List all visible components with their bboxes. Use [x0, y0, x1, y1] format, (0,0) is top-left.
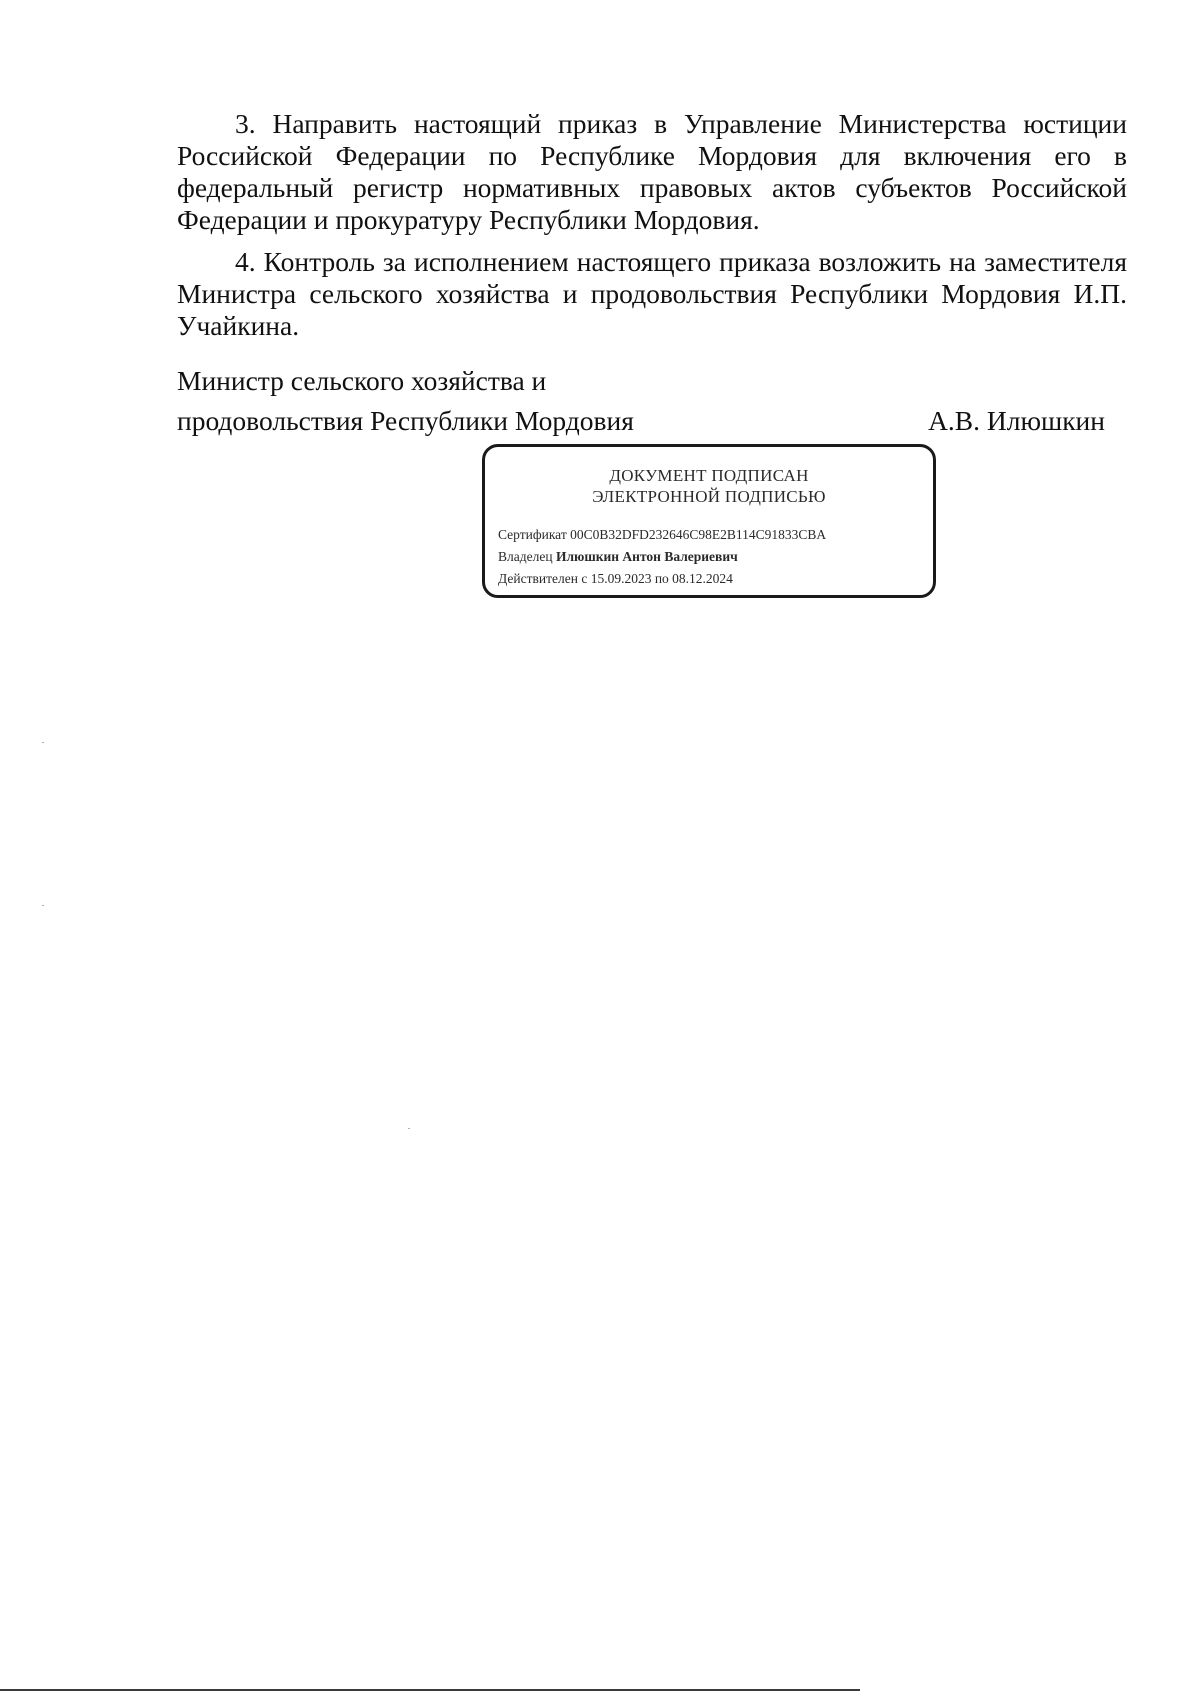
scan-speck — [408, 1128, 410, 1129]
stamp-certificate-value: 00C0B32DFD232646C98E2B114C91833CBA — [570, 527, 827, 542]
stamp-owner-label: Владелец — [498, 549, 553, 564]
stamp-owner-value: Илюшкин Антон Валериевич — [555, 549, 738, 564]
stamp-certificate-label: Сертификат — [498, 527, 567, 542]
paragraph-4-text: 4. Контроль за исполнением настоящего приказа возложить на заместителя Министра сельского хозяйства и продовольствия Республики Мордовия И.П. Учайкина. — [177, 246, 1127, 341]
stamp-validity-to-word: по — [654, 571, 669, 586]
stamp-heading — [485, 465, 933, 507]
paragraph-3-text: 3. Направить настоящий приказ в Управление Министерства юстиции Российской Федерации по Республике Мордовия для включения его в федеральный регистр нормативных правовых актов субъектов Российской Федерации и прокуратуру Республики Мордовия. — [177, 108, 1127, 235]
signer-position-line1: Министр сельского хозяйства и — [177, 365, 547, 396]
stamp-details — [498, 524, 927, 590]
stamp-validity-to: 08.12.2024 — [672, 571, 733, 586]
stamp-validity-from: 15.09.2023 — [590, 571, 652, 586]
stamp-validity-label: Действителен — [498, 571, 578, 586]
scan-speck — [42, 905, 44, 906]
electronic-signature-stamp — [482, 444, 936, 598]
paragraph-4 — [177, 246, 1127, 342]
signature-block — [177, 361, 1127, 441]
stamp-heading-line2: ЭЛЕКТРОННОЙ ПОДПИСЬЮ — [592, 487, 826, 506]
stamp-validity-from-word: с — [581, 571, 588, 586]
bottom-scan-line — [0, 1689, 860, 1691]
signer-name: А.В. Илюшкин — [928, 405, 1105, 436]
stamp-heading-line1: ДОКУМЕНТ ПОДПИСАН — [609, 466, 809, 485]
stamp-certificate-row — [498, 524, 927, 546]
scan-speck — [42, 742, 44, 743]
signer-position-line2: продовольствия Республики Мордовия — [177, 405, 634, 436]
stamp-validity-row — [498, 568, 927, 590]
stamp-owner-row — [498, 546, 927, 568]
paragraph-3 — [177, 108, 1127, 236]
